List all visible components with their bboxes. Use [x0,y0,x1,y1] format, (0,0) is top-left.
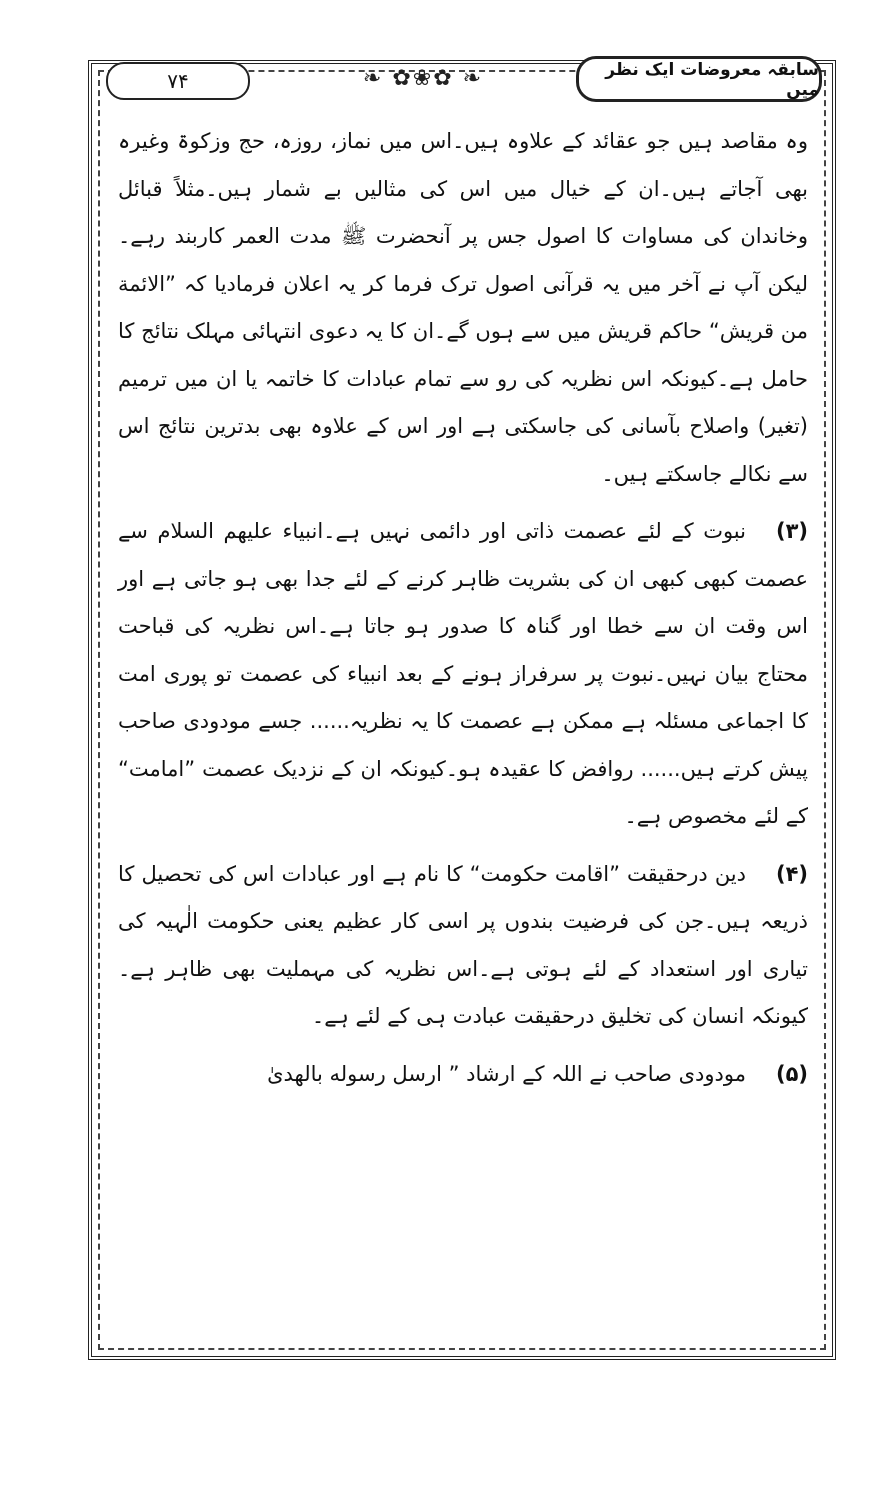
running-title: سابقہ معروضات ایک نظر میں [576,56,822,102]
page-header [88,52,836,104]
paragraph [118,1051,808,1099]
page-number: ۷۴ [106,62,250,100]
ornament-decoration: ❧ ✿❀✿ ❧ [362,65,484,91]
paragraph [118,508,808,841]
paragraph-number: (۵) [775,1061,808,1086]
paragraph-text: مودودی صاحب نے اللہ کے ارشاد ” ارسل رسوله بالهدیٰ [267,1061,746,1086]
page-body [118,118,808,1098]
paragraph-text: نبوت کے لئے عصمت ذاتی اور دائمی نہیں ہے۔انبیاء علیھم السلام سے عصمت کبھی کبھی ان کی بشریت ظاہر کرنے کے لئے جدا بھی ہو جاتی ہے اور اس وقت ان سے خطا اور گناہ کا صدور ہو جاتا ہے۔اس نظریہ کی قباحت محتاج بیان نہیں۔نبوت پر سرفراز ہونے کے بعد انبیاء کی عصمت تو پوری امت کا اجماعی مسئلہ ہے ممکن ہے عصمت کا یہ نظریہ...... جسے مودودی صاحب پیش کرتے ہیں...... روافض کا عقیدہ ہو۔کیونکہ ان کے نزدیک عصمت ”امامت“ کے لئے مخصوص ہے۔ [118,519,808,828]
paragraph [118,851,808,1041]
paragraph-text: دین درحقیقت ”اقامت حکومت“ کا نام ہے اور عبادات اس کی تحصیل کا ذریعہ ہیں۔جن کی فرضیت بندوں پر اسی کار عظیم یعنی حکومت الٰہیہ کی تیاری اور استعداد کے لئے ہوتی ہے۔اس نظریہ کی مہملیت بھی ظاہر ہے۔کیونکہ انسان کی تخلیق درحقیقت عبادت ہی کے لئے ہے۔ [118,861,808,1028]
paragraph-number: (۴) [775,861,808,886]
paragraph [118,118,808,498]
paragraph-number: (۳) [775,519,808,543]
paragraph-text: وہ مقاصد ہیں جو عقائد کے علاوہ ہیں۔اس میں نماز، روزہ، حج وزکوۃ وغیرہ بھی آجاتے ہیں۔ان کے خیال میں اس کی مثالیں بے شمار ہیں۔مثلاً قبائل وخاندان کی مساوات کا اصول جس پر آنحضرت ﷺ مدت العمر کاربند رہے۔لیکن آپ نے آخر میں یہ قرآنی اصول ترک فرما کر یہ اعلان فرمادیا کہ ”الائمة من قریش“ حاکم قریش میں سے ہوں گے۔ان کا یہ دعوی انتہائی مہلک نتائج کا حامل ہے۔کیونکہ اس نظریہ کی رو سے تمام عبادات کا خاتمہ یا ان میں ترمیم (تغیر) واصلاح بآسانی کی جاسکتی ہے اور اس کے علاوہ بھی بدترین نتائج اس سے نکالے جاسکتے ہیں۔ [118,129,808,486]
